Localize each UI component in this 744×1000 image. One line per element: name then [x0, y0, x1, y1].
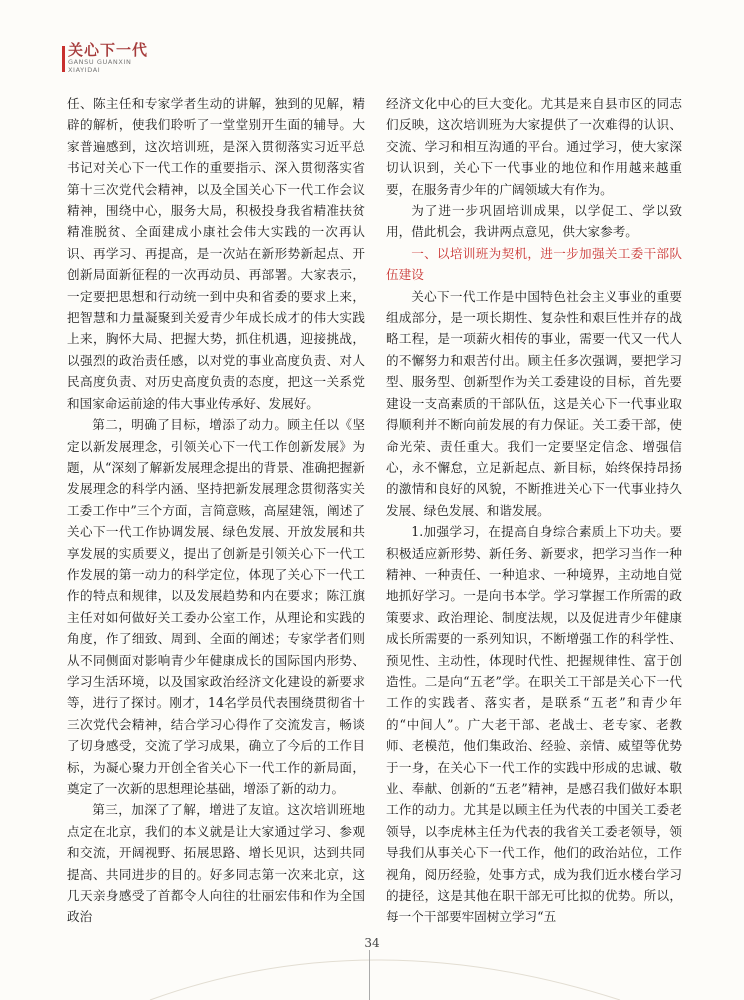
- logo-title: [68, 42, 148, 58]
- body-paragraph: 1.加强学习，在提高自身综合素质上下功夫。要积极适应新形势、新任务、新要求，把学习当作一种精神、一种责任、一种追求、一种境界，主动地自觉地抓好学习。一是向书本学。学习掌握工作所需的政策要求、政治理论、制度法规，以及促进青少年健康成长所需要的一系列知识，不断增强工作的科学性、预见性、主动性，体现时代性、把握规律性、富于创造性。二是向“五老”学。在职关工干部是关心下一代工作的实践者、落实者，是联系“五老”和青少年的“中间人”。广大老干部、老战士、老专家、老教师、老模范，他们集政治、经验、亲情、威望等优势于一身，在关心下一代工作的实践中形成的忠诚、敬业、奉献、创新的“五老”精神，是感召我们做好本职工作的动力。尤其是以顾主任为代表的中国关工委老领导，以李虎林主任为代表的我省关工委老领导，领导我们从事关心下一代工作，他们的政治站位，工作视角，阅历经验，处事方式，成为我们近水楼台学习的捷径，这是其他在职干部无可比拟的优势。所以，每一个干部要牢固树立学习“五: [386, 524, 682, 925]
- logo-text: 关心下一代: [68, 41, 149, 59]
- left-column: [67, 93, 365, 928]
- body-paragraph: 经济文化中心的巨大变化。尤其是来自县市区的同志们反映，这次培训班为大家提供了一次难得的认识、交流、学习和相互沟通的平台。通过学习，使大家深切认识到，关心下一代事业的地位和作用越来越重要，在服务青少年的广阔领域大有作为。: [386, 96, 682, 197]
- logo-english-line-2: XIAYIDAI: [68, 66, 101, 74]
- magazine-logo: [68, 42, 148, 74]
- logo-accent-bar: [62, 46, 65, 72]
- body-paragraph: 为了进一步巩固培训成果，以学促工、学以致用，借此机会，我讲两点意见，供大家参考。: [386, 203, 682, 240]
- page-divider-line: [369, 950, 370, 1000]
- page-number: 34: [364, 936, 380, 950]
- body-paragraph: 关心下一代工作是中国特色社会主义事业的重要组成部分，是一项长期性、复杂性和艰巨性并存的战略工程，是一项薪火相传的事业，需要一代又一代人的不懈努力和艰苦付出。顾主任多次强调，要把学习型、服务型、创新型作为关工委建设的目标，首先要建设一支高素质的干部队伍，这是关心下一代事业取得顺利并不断向前发展的有力保证。关工委干部，使命光荣、责任重大。我们一定要坚定信念、增强信心，永不懈怠，立足新起点、新目标，始终保持昂扬的激情和良好的风貌，不断推进关心下一代事业持久发展、绿色发展、和谐发展。: [386, 288, 682, 518]
- logo-english-line-1: GANSU GUANXIN: [68, 58, 132, 66]
- body-paragraph: 第三，加深了了解，增进了友谊。这次培训班地点定在北京，我们的本义就是让大家通过学习、参观和交流，开阔视野、拓展思路、增长见识，达到共同提高、共同进步的目的。好多同志第一次来北京，这几天亲身感受了首都令人向往的壮丽宏伟和作为全国政治: [67, 802, 365, 925]
- body-paragraph: 任、陈主任和专家学者生动的讲解，独到的见解，精辟的解析，使我们聆听了一堂堂别开生面的辅导。大家普遍感到，这次培训班，是深入贯彻落实习近平总书记对关心下一代工作的重要指示、深入贯彻落实省第十三次党代会精神，以及全国关心下一代工作会议精神，围绕中心，服务大局，积极投身我省精准扶贫精准脱贫、全面建成小康社会伟大实践的一次再认识、再学习、再提高，是一次站在新形势新起点、开创新局面新征程的一次再动员、再部署。大家表示，一定要把思想和行动统一到中央和省委的要求上来，把智慧和力量凝聚到关爱青少年成长成才的伟大实践上来，胸怀大局、把握大势，抓住机遇，迎接挑战，以强烈的政治责任感，以对党的事业高度负责、对人民高度负责、对历史高度负责的态度，把这一关系党和国家命运前途的伟大事业传承好、发展好。: [67, 96, 365, 411]
- section-heading: 一、以培训班为契机，进一步加强关工委干部队伍建设: [386, 245, 682, 283]
- body-paragraph: 第二，明确了目标，增添了动力。顾主任以《坚定以新发展理念，引领关心下一代工作创新发展》为题，从“深刻了解新发展理念提出的背景、准确把握新发展理念的科学内涵、坚持把新发展理念贯彻落实关工委工作中”三个方面，言简意赅，高屋建瓴，阐述了关心下一代工作协调发展、绿色发展、开放发展和共享发展的实质要义，提出了创新是引领关心下一代工作发展的第一动力的科学定位，体现了关心下一代工作的特点和规律，以及发展趋势和内在要求；陈江旗主任对如何做好关工委办公室工作，从理论和实践的角度，作了细致、周到、全面的阐述；专家学者们则从不同侧面对影响青少年健康成长的国际国内形势、学习生活环境，以及国家政治经济文化建设的新要求等，进行了探讨。刚才，14名学员代表围绕贯彻省十三次党代会精神，结合学习心得作了交流发言，畅谈了切身感受，交流了学习成果，确立了今后的工作目标，为凝心聚力开创全省关心下一代工作的新局面，奠定了一次新的思想理论基础，增添了新的动力。: [67, 417, 365, 796]
- right-column: [386, 93, 682, 928]
